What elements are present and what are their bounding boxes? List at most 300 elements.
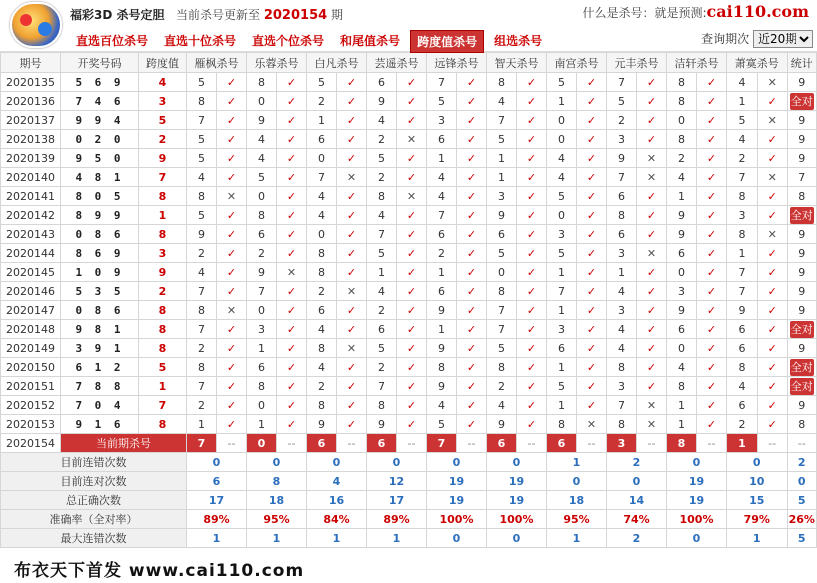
check-icon: ✓ xyxy=(577,263,607,282)
issue-cell: 2020151 xyxy=(1,377,61,396)
current-kill-number: 0 xyxy=(247,434,277,453)
nav-tabs xyxy=(70,30,552,53)
issue-cell: 2020146 xyxy=(1,282,61,301)
check-icon: ✓ xyxy=(517,320,547,339)
table-row xyxy=(1,358,817,377)
stat-cell: 9 xyxy=(787,244,817,263)
issue-cell: 2020139 xyxy=(1,149,61,168)
check-icon: ✓ xyxy=(397,301,427,320)
check-icon: ✓ xyxy=(577,339,607,358)
stat-value: 19 xyxy=(667,472,727,491)
kill-number-cell: 9 xyxy=(427,301,457,320)
kill-number-cell: 1 xyxy=(727,92,758,111)
check-icon: ✓ xyxy=(217,111,247,130)
check-icon: ✓ xyxy=(217,168,247,187)
check-icon: ✓ xyxy=(517,130,547,149)
check-icon: ✓ xyxy=(758,320,788,339)
check-icon: ✓ xyxy=(697,111,727,130)
check-icon: ✓ xyxy=(397,206,427,225)
stat-label: 最大连错次数 xyxy=(1,529,187,548)
column-header: 远锋杀号 xyxy=(427,53,487,73)
stat-value: 1 xyxy=(547,529,607,548)
draw-number-cell: 7 0 4 xyxy=(61,396,139,415)
column-header: 智天杀号 xyxy=(487,53,547,73)
stat-value: 4 xyxy=(307,472,367,491)
issue-cell: 2020144 xyxy=(1,244,61,263)
check-icon: ✓ xyxy=(517,263,547,282)
nav-tab-1[interactable]: 直选十位杀号 xyxy=(164,34,237,48)
current-kill-number: 1 xyxy=(727,434,758,453)
kill-number-cell: 1 xyxy=(307,111,337,130)
kill-number-cell: 5 xyxy=(307,73,337,92)
check-icon: ✓ xyxy=(217,396,247,415)
check-icon: ✓ xyxy=(397,415,427,434)
check-icon: ✓ xyxy=(337,396,367,415)
check-icon: ✓ xyxy=(457,339,487,358)
stat-value: 0 xyxy=(727,453,788,472)
kill-number-cell: 8 xyxy=(187,187,217,206)
check-icon: ✓ xyxy=(277,339,307,358)
kill-number-cell: 3 xyxy=(247,320,277,339)
stat-label: 目前连错次数 xyxy=(1,453,187,472)
stat-cell: 9 xyxy=(787,339,817,358)
kill-number-cell: 5 xyxy=(727,111,758,130)
kill-number-cell: 4 xyxy=(667,168,697,187)
cross-icon: ✕ xyxy=(337,168,367,187)
table-row xyxy=(1,396,817,415)
kill-number-cell: 7 xyxy=(427,206,457,225)
check-icon: ✓ xyxy=(637,92,667,111)
stat-value: 0 xyxy=(607,472,667,491)
stat-value: 95% xyxy=(547,510,607,529)
dash-cell: -- xyxy=(577,434,607,453)
check-icon: ✓ xyxy=(457,168,487,187)
check-icon: ✓ xyxy=(277,358,307,377)
nav-tab-2[interactable]: 直选个位杀号 xyxy=(252,34,325,48)
issue-cell: 2020145 xyxy=(1,263,61,282)
kill-number-cell: 8 xyxy=(727,187,758,206)
kill-number-cell: 7 xyxy=(187,377,217,396)
span-value-cell: 1 xyxy=(139,206,187,225)
cross-icon: ✕ xyxy=(397,130,427,149)
check-icon: ✓ xyxy=(457,244,487,263)
draw-number-cell: 8 0 5 xyxy=(61,187,139,206)
stat-value: 79% xyxy=(727,510,788,529)
kill-number-cell: 1 xyxy=(427,320,457,339)
stat-value: 8 xyxy=(247,472,307,491)
kill-number-cell: 2 xyxy=(367,358,397,377)
nav-tab-5[interactable]: 组选杀号 xyxy=(494,34,543,48)
kill-number-cell: 8 xyxy=(187,358,217,377)
stat-value: 1 xyxy=(247,529,307,548)
check-icon: ✓ xyxy=(758,377,788,396)
check-icon: ✓ xyxy=(277,130,307,149)
span-value-cell: 3 xyxy=(139,92,187,111)
kill-number-cell: 2 xyxy=(187,396,217,415)
kill-number-cell: 1 xyxy=(247,415,277,434)
column-header: 白凡杀号 xyxy=(307,53,367,73)
stat-value: 17 xyxy=(367,491,427,510)
kill-number-cell: 7 xyxy=(427,73,457,92)
check-icon: ✓ xyxy=(277,396,307,415)
check-icon: ✓ xyxy=(457,320,487,339)
draw-number-cell: 0 8 6 xyxy=(61,301,139,320)
check-icon: ✓ xyxy=(697,244,727,263)
kill-number-cell: 9 xyxy=(487,206,517,225)
check-icon: ✓ xyxy=(517,282,547,301)
cross-icon: ✕ xyxy=(637,149,667,168)
stat-value: 19 xyxy=(487,491,547,510)
stat-value: 0 xyxy=(307,453,367,472)
check-icon: ✓ xyxy=(277,149,307,168)
span-value-cell: 2 xyxy=(139,130,187,149)
stat-value: 1 xyxy=(727,529,788,548)
kill-number-cell: 4 xyxy=(607,282,637,301)
stat-value: 100% xyxy=(487,510,547,529)
kill-number-cell: 4 xyxy=(307,206,337,225)
draw-number-cell: 3 9 1 xyxy=(61,339,139,358)
table-row xyxy=(1,301,817,320)
stat-value: 15 xyxy=(727,491,788,510)
check-icon: ✓ xyxy=(277,168,307,187)
check-icon: ✓ xyxy=(277,111,307,130)
stat-value: 84% xyxy=(307,510,367,529)
check-icon: ✓ xyxy=(217,415,247,434)
span-value-cell: 8 xyxy=(139,415,187,434)
kill-number-cell: 6 xyxy=(547,339,577,358)
span-value-cell: 1 xyxy=(139,377,187,396)
span-value-cell: 5 xyxy=(139,111,187,130)
stat-row xyxy=(1,453,817,472)
cross-icon: ✕ xyxy=(637,168,667,187)
stat-value: 95% xyxy=(247,510,307,529)
check-icon: ✓ xyxy=(337,130,367,149)
kill-number-cell: 8 xyxy=(307,263,337,282)
check-icon: ✓ xyxy=(758,206,788,225)
kill-number-cell: 1 xyxy=(547,396,577,415)
check-icon: ✓ xyxy=(577,130,607,149)
check-icon: ✓ xyxy=(397,168,427,187)
kill-number-cell: 2 xyxy=(187,244,217,263)
check-icon: ✓ xyxy=(397,149,427,168)
issue-cell: 2020152 xyxy=(1,396,61,415)
kill-number-cell: 1 xyxy=(667,187,697,206)
stat-value: 0 xyxy=(487,453,547,472)
nav-tab-4[interactable]: 跨度值杀号 xyxy=(410,30,484,53)
kill-number-cell: 3 xyxy=(727,206,758,225)
dash-cell: -- xyxy=(397,434,427,453)
predict-text: 什么是杀号：就是预测: xyxy=(582,6,707,20)
draw-number-cell: 6 1 2 xyxy=(61,358,139,377)
kill-number-cell: 4 xyxy=(727,377,758,396)
all-correct-badge: 全对 xyxy=(790,361,813,374)
kill-number-cell: 9 xyxy=(307,415,337,434)
check-icon: ✓ xyxy=(337,149,367,168)
all-correct-badge: 全对 xyxy=(790,380,813,393)
check-icon: ✓ xyxy=(637,301,667,320)
dash-cell: -- xyxy=(277,434,307,453)
kill-number-cell: 3 xyxy=(667,282,697,301)
kill-number-cell: 1 xyxy=(487,149,517,168)
issue-cell: 2020135 xyxy=(1,73,61,92)
kill-number-cell: 8 xyxy=(307,396,337,415)
current-kill-number: 7 xyxy=(187,434,217,453)
check-icon: ✓ xyxy=(758,149,788,168)
cross-icon: ✕ xyxy=(217,187,247,206)
kill-number-table xyxy=(0,52,817,548)
kill-number-cell: 6 xyxy=(727,320,758,339)
kill-number-cell: 6 xyxy=(427,130,457,149)
table-row xyxy=(1,92,817,111)
check-icon: ✓ xyxy=(697,358,727,377)
table-row xyxy=(1,339,817,358)
nav-tab-0[interactable]: 直选百位杀号 xyxy=(76,34,149,48)
dash-cell: -- xyxy=(337,434,367,453)
check-icon: ✓ xyxy=(577,92,607,111)
kill-number-cell: 3 xyxy=(427,111,457,130)
kill-number-cell: 0 xyxy=(247,301,277,320)
period-selector xyxy=(701,30,813,48)
kill-number-cell: 6 xyxy=(427,282,457,301)
kill-number-cell: 6 xyxy=(307,130,337,149)
logo[interactable] xyxy=(10,2,62,48)
stat-value: 19 xyxy=(487,472,547,491)
kill-number-cell: 2 xyxy=(487,377,517,396)
table-row xyxy=(1,149,817,168)
kill-number-cell: 1 xyxy=(187,415,217,434)
check-icon: ✓ xyxy=(697,377,727,396)
kill-number-cell: 7 xyxy=(187,282,217,301)
check-icon: ✓ xyxy=(758,339,788,358)
check-icon: ✓ xyxy=(517,73,547,92)
kill-number-cell: 3 xyxy=(607,244,637,263)
column-header: 洁轩杀号 xyxy=(667,53,727,73)
kill-number-cell: 7 xyxy=(607,168,637,187)
column-header: 乐蓉杀号 xyxy=(247,53,307,73)
kill-number-cell: 4 xyxy=(427,168,457,187)
draw-number-cell: 8 9 9 xyxy=(61,206,139,225)
kill-number-cell: 4 xyxy=(487,396,517,415)
kill-number-cell: 5 xyxy=(607,92,637,111)
kill-number-cell: 0 xyxy=(307,149,337,168)
stat-value: 2 xyxy=(607,529,667,548)
check-icon: ✓ xyxy=(697,130,727,149)
stat-cell: 9 xyxy=(787,73,817,92)
cross-icon: ✕ xyxy=(758,111,788,130)
draw-number-cell: 7 4 6 xyxy=(61,92,139,111)
kill-number-cell: 1 xyxy=(547,263,577,282)
kill-number-cell: 4 xyxy=(367,111,397,130)
kill-number-cell: 1 xyxy=(667,415,697,434)
kill-number-cell: 9 xyxy=(367,415,397,434)
span-value-cell: 9 xyxy=(139,263,187,282)
span-value-cell: 7 xyxy=(139,168,187,187)
check-icon: ✓ xyxy=(697,339,727,358)
kill-number-cell: 8 xyxy=(307,244,337,263)
period-select[interactable] xyxy=(753,30,813,48)
check-icon: ✓ xyxy=(277,415,307,434)
draw-number-cell: 7 8 8 xyxy=(61,377,139,396)
kill-number-cell: 0 xyxy=(247,187,277,206)
table-row xyxy=(1,225,817,244)
check-icon: ✓ xyxy=(517,339,547,358)
check-icon: ✓ xyxy=(697,149,727,168)
kill-number-cell: 9 xyxy=(247,111,277,130)
cross-icon: ✕ xyxy=(577,415,607,434)
kill-number-cell: 2 xyxy=(607,111,637,130)
check-icon: ✓ xyxy=(457,282,487,301)
check-icon: ✓ xyxy=(457,225,487,244)
kill-number-cell: 3 xyxy=(607,130,637,149)
check-icon: ✓ xyxy=(697,187,727,206)
kill-number-cell: 3 xyxy=(547,225,577,244)
kill-number-cell: 2 xyxy=(307,92,337,111)
check-icon: ✓ xyxy=(577,244,607,263)
stat-cell xyxy=(787,320,817,339)
issue-cell: 2020153 xyxy=(1,415,61,434)
current-kill-number: 7 xyxy=(427,434,457,453)
stat-cell xyxy=(787,206,817,225)
stat-cell: 9 xyxy=(787,396,817,415)
check-icon: ✓ xyxy=(577,225,607,244)
check-icon: ✓ xyxy=(697,320,727,339)
check-icon: ✓ xyxy=(758,187,788,206)
kill-number-cell: 4 xyxy=(427,396,457,415)
check-icon: ✓ xyxy=(337,263,367,282)
kill-number-cell: 5 xyxy=(487,339,517,358)
check-icon: ✓ xyxy=(337,377,367,396)
dash-cell: -- xyxy=(697,434,727,453)
kill-number-cell: 7 xyxy=(187,111,217,130)
kill-number-cell: 9 xyxy=(667,225,697,244)
kill-number-cell: 4 xyxy=(547,149,577,168)
check-icon: ✓ xyxy=(758,130,788,149)
kill-number-cell: 5 xyxy=(367,149,397,168)
check-icon: ✓ xyxy=(758,244,788,263)
check-icon: ✓ xyxy=(277,187,307,206)
check-icon: ✓ xyxy=(577,111,607,130)
kill-number-cell: 1 xyxy=(667,396,697,415)
check-icon: ✓ xyxy=(337,358,367,377)
check-icon: ✓ xyxy=(577,206,607,225)
kill-number-cell: 9 xyxy=(247,263,277,282)
check-icon: ✓ xyxy=(758,358,788,377)
draw-number-cell: 1 0 9 xyxy=(61,263,139,282)
span-value-cell: 7 xyxy=(139,396,187,415)
span-value-cell: 8 xyxy=(139,187,187,206)
check-icon: ✓ xyxy=(577,168,607,187)
kill-number-cell: 5 xyxy=(367,244,397,263)
check-icon: ✓ xyxy=(217,92,247,111)
kill-number-cell: 0 xyxy=(307,225,337,244)
check-icon: ✓ xyxy=(397,396,427,415)
issue-cell: 2020140 xyxy=(1,168,61,187)
stat-value: 0 xyxy=(427,529,487,548)
check-icon: ✓ xyxy=(457,301,487,320)
stat-value: 19 xyxy=(427,472,487,491)
check-icon: ✓ xyxy=(697,168,727,187)
table-row xyxy=(1,187,817,206)
site-title: 福彩3D 杀号定胆 xyxy=(70,8,165,22)
draw-number-cell: 5 3 5 xyxy=(61,282,139,301)
nav-tab-3[interactable]: 和尾值杀号 xyxy=(340,34,401,48)
check-icon: ✓ xyxy=(457,187,487,206)
kill-number-cell: 7 xyxy=(367,225,397,244)
kill-number-cell: 6 xyxy=(667,244,697,263)
update-info xyxy=(176,6,343,23)
column-header: 南宫杀号 xyxy=(547,53,607,73)
check-icon: ✓ xyxy=(337,225,367,244)
kill-number-cell: 4 xyxy=(607,320,637,339)
kill-number-cell: 6 xyxy=(367,320,397,339)
stat-value: 0 xyxy=(667,453,727,472)
dash-cell: -- xyxy=(758,434,788,453)
check-icon: ✓ xyxy=(337,92,367,111)
check-icon: ✓ xyxy=(457,358,487,377)
cross-icon: ✕ xyxy=(758,73,788,92)
check-icon: ✓ xyxy=(457,130,487,149)
kill-number-cell: 6 xyxy=(487,225,517,244)
check-icon: ✓ xyxy=(277,320,307,339)
span-value-cell: 5 xyxy=(139,358,187,377)
cross-icon: ✕ xyxy=(277,263,307,282)
kill-number-cell: 1 xyxy=(427,263,457,282)
update-suffix: 期 xyxy=(331,8,344,22)
stat-value: 100% xyxy=(427,510,487,529)
kill-number-cell: 7 xyxy=(727,168,758,187)
kill-number-cell: 7 xyxy=(607,73,637,92)
stat-value: 0 xyxy=(367,453,427,472)
check-icon: ✓ xyxy=(457,415,487,434)
kill-number-cell: 8 xyxy=(607,358,637,377)
page-header xyxy=(0,0,817,52)
check-icon: ✓ xyxy=(217,149,247,168)
stat-value: 89% xyxy=(367,510,427,529)
check-icon: ✓ xyxy=(217,130,247,149)
stat-value: 18 xyxy=(247,491,307,510)
check-icon: ✓ xyxy=(337,111,367,130)
kill-number-cell: 4 xyxy=(247,130,277,149)
site-domain-link[interactable]: cai110.com xyxy=(706,2,809,21)
kill-number-cell: 2 xyxy=(307,377,337,396)
check-icon: ✓ xyxy=(517,396,547,415)
stat-row xyxy=(1,491,817,510)
kill-number-cell: 4 xyxy=(607,339,637,358)
check-icon: ✓ xyxy=(637,320,667,339)
draw-number-cell: 8 6 9 xyxy=(61,244,139,263)
check-icon: ✓ xyxy=(457,263,487,282)
check-icon: ✓ xyxy=(397,263,427,282)
stat-value: 19 xyxy=(427,491,487,510)
kill-number-cell: 4 xyxy=(667,358,697,377)
check-icon: ✓ xyxy=(637,282,667,301)
cross-icon: ✕ xyxy=(637,244,667,263)
kill-number-cell: 2 xyxy=(247,244,277,263)
kill-number-cell: 7 xyxy=(487,111,517,130)
span-value-cell: 4 xyxy=(139,73,187,92)
stat-cell xyxy=(787,377,817,396)
issue-cell: 2020149 xyxy=(1,339,61,358)
kill-number-cell: 9 xyxy=(427,377,457,396)
column-header: 雁枫杀号 xyxy=(187,53,247,73)
check-icon: ✓ xyxy=(697,225,727,244)
check-icon: ✓ xyxy=(397,92,427,111)
span-value-cell: 8 xyxy=(139,301,187,320)
kill-number-cell: 4 xyxy=(307,320,337,339)
kill-number-cell: 4 xyxy=(367,206,397,225)
kill-number-cell: 0 xyxy=(487,263,517,282)
kill-number-cell: 8 xyxy=(247,73,277,92)
